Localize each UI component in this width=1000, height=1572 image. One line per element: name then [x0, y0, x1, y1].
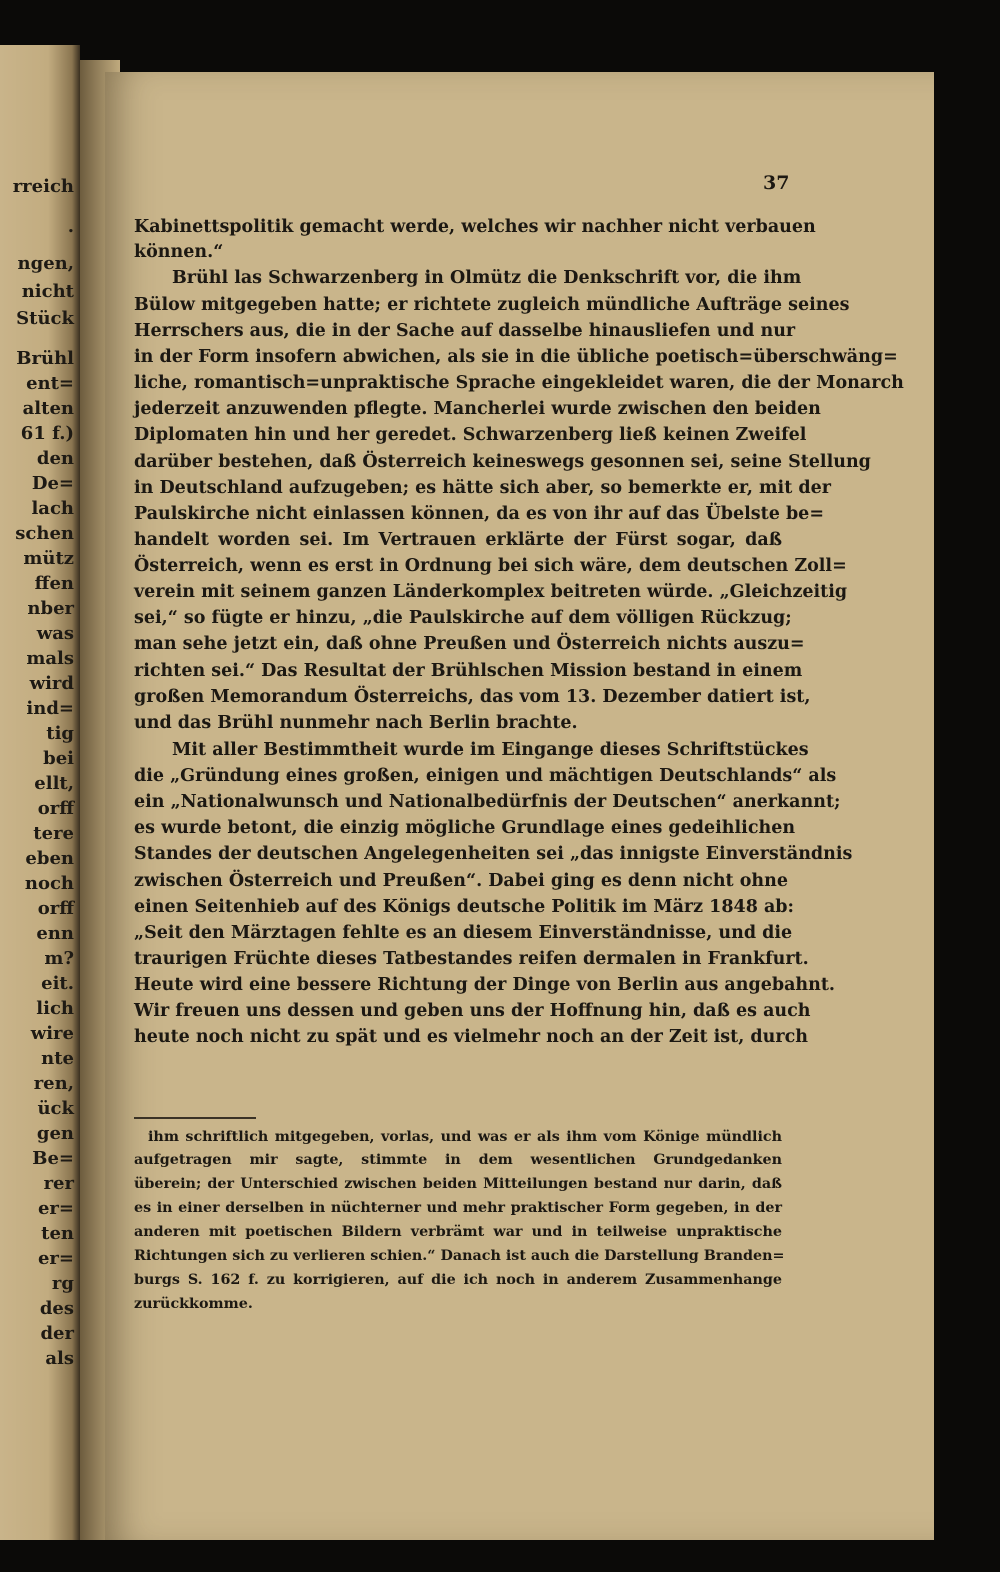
body-line: sei,“ so fügte er hinzu, „die Paulskirche auf dem völligen Rückzug;	[134, 608, 792, 628]
left-page-fragment: wird	[29, 673, 74, 694]
left-page-fragment: gen	[36, 1123, 74, 1144]
body-line: Mit aller Bestimmtheit wurde im Eingange dieses Schriftstückes	[172, 740, 809, 760]
left-page-fragment: was	[36, 623, 74, 644]
footnote-line: überein; der Unterschied zwischen beiden Mitteilungen bestand nur darin, daß	[134, 1176, 782, 1192]
body-line: Bülow mitgegeben hatte; er richtete zugleich mündliche Aufträge seines	[134, 295, 850, 315]
left-page-fragment: Brühl	[16, 348, 74, 369]
body-line: „Seit den Märztagen fehlte es an diesem Einverständnisse, und die	[134, 923, 793, 943]
left-page-fragment: nber	[27, 598, 74, 619]
left-page-fragment: enn	[36, 923, 74, 944]
left-page-fragment: des	[39, 1298, 74, 1319]
body-line: die „Gründung eines großen, einigen und mächtigen Deutschlands“ als	[134, 766, 837, 786]
body-line: Standes der deutschen Angelegenheiten sei „das innigste Einverständnis	[134, 844, 853, 864]
left-page-fragment: noch	[24, 873, 74, 894]
body-line: Wir freuen uns dessen und geben uns der Hoffnung hin, daß es auch	[134, 1001, 811, 1021]
left-page-fragment: ellt,	[34, 773, 74, 794]
body-line: traurigen Früchte dieses Tatbestandes reifen dermalen in Frankfurt.	[134, 949, 809, 969]
left-page-fragment: tere	[33, 823, 74, 844]
left-page-fragment: als	[45, 1348, 74, 1369]
left-page-fragment: ind=	[26, 698, 74, 719]
body-line: darüber bestehen, daß Österreich keineswegs gesonnen sei, seine Stellung	[134, 452, 871, 472]
body-line: es wurde betont, die einzig mögliche Grundlage eines gedeihlichen	[134, 818, 796, 838]
left-page-fragment: der	[40, 1323, 74, 1344]
left-page-fragment: nte	[41, 1048, 74, 1069]
left-page-fragment: den	[36, 448, 74, 469]
left-page-fragment: mals	[26, 648, 74, 669]
body-line: können.“	[134, 242, 224, 262]
left-page-fragment: er=	[37, 1248, 74, 1269]
left-page-fragment: nicht	[21, 281, 74, 302]
body-line: man sehe jetzt ein, daß ohne Preußen und Österreich nichts auszu=	[134, 634, 805, 654]
body-line: und das Brühl nunmehr nach Berlin brachte.	[134, 713, 578, 733]
footnote-rule	[134, 1117, 256, 1119]
left-page-fragment: rg	[51, 1273, 74, 1294]
footnote-line: zurückkomme.	[134, 1296, 253, 1312]
body-line: heute noch nicht zu spät und es vielmehr noch an der Zeit ist, durch	[134, 1027, 808, 1047]
body-line: ein „Nationalwunsch und Nationalbedürfnis der Deutschen“ anerkannt;	[134, 792, 841, 812]
left-page-fragment: mütz	[23, 548, 74, 569]
body-line: Diplomaten hin und her geredet. Schwarzenberg ließ keinen Zweifel	[134, 425, 807, 445]
footnote-line: burgs S. 162 f. zu korrigieren, auf die ich noch in anderem Zusammenhange	[134, 1272, 782, 1288]
left-page-fragment: alten	[22, 398, 74, 419]
body-line: einen Seitenhieb auf des Königs deutsche Politik im März 1848 ab:	[134, 897, 794, 917]
body-line: Brühl las Schwarzenberg in Olmütz die Denkschrift vor, die ihm	[172, 268, 802, 288]
left-page-fragment: rer	[43, 1173, 74, 1194]
body-line: großen Memorandum Österreichs, das vom 13. Dezember datiert ist,	[134, 687, 811, 707]
body-line: handelt worden sei. Im Vertrauen erklärte der Fürst sogar, daß	[134, 530, 782, 550]
body-line: richten sei.“ Das Resultat der Brühlschen Mission bestand in einem	[134, 661, 803, 681]
body-line: Kabinettspolitik gemacht werde, welches wir nachher nicht verbauen	[134, 217, 816, 237]
footnote-line: anderen mit poetischen Bildern verbrämt war und in teilweise unpraktische	[134, 1224, 782, 1240]
body-line: Paulskirche nicht einlassen können, da es von ihr auf das Übelste be=	[134, 504, 824, 524]
footnote-line: ihm schriftlich mitgegeben, vorlas, und was er als ihm vom Könige mündlich	[148, 1129, 782, 1145]
body-line: in Deutschland aufzugeben; es hätte sich aber, so bemerkte er, mit der	[134, 478, 831, 498]
footnote-line: es in einer derselben in nüchterner und mehr praktischer Form gegeben, in der	[134, 1200, 782, 1216]
body-line: Herrschers aus, die in der Sache auf dasselbe hinausliefen und nur	[134, 321, 796, 341]
body-line: liche, romantisch=unpraktische Sprache eingekleidet waren, die der Monarch	[134, 373, 904, 393]
body-line: in der Form insofern abwichen, als sie in die übliche poetisch=überschwäng=	[134, 347, 898, 367]
left-page-fragment: Stück	[16, 308, 74, 329]
footnote-line: aufgetragen mir sagte, stimmte in dem wesentlichen Grundgedanken	[134, 1152, 782, 1168]
left-page-edge	[0, 45, 80, 1540]
left-page-fragment: bei	[43, 748, 74, 769]
body-line: Österreich, wenn es erst in Ordnung bei sich wäre, dem deutschen Zoll=	[134, 556, 847, 576]
left-page-fragment: eit.	[41, 973, 74, 994]
left-page-fragment: Be=	[32, 1148, 74, 1169]
body-line: verein mit seinem ganzen Länderkomplex beitreten würde. „Gleichzeitig	[134, 582, 848, 602]
left-page-fragment: lach	[31, 498, 74, 519]
left-page-fragment: er=	[37, 1198, 74, 1219]
body-line: Heute wird eine bessere Richtung der Dinge von Berlin aus angebahnt.	[134, 975, 836, 995]
left-page-fragment: lich	[36, 998, 74, 1019]
left-page-fragment: tig	[46, 723, 74, 744]
left-page-fragment: orff	[37, 898, 74, 919]
left-page-fragment: eben	[25, 848, 74, 869]
left-page-fragment: orff	[37, 798, 74, 819]
left-page-fragment: ent=	[26, 373, 74, 394]
left-page-fragment: ten	[41, 1223, 74, 1244]
left-page-fragment: rreich	[12, 176, 74, 197]
body-line: jederzeit anzuwenden pflegte. Mancherlei wurde zwischen den beiden	[134, 399, 821, 419]
left-page-fragment: m?	[44, 948, 74, 969]
left-page-fragment: ngen,	[17, 253, 74, 274]
left-page-fragment: De=	[31, 473, 74, 494]
body-line: zwischen Österreich und Preußen“. Dabei ging es denn nicht ohne	[134, 871, 788, 891]
left-page-fragment: schen	[15, 523, 74, 544]
footnote-line: Richtungen sich zu verlieren schien.“ Danach ist auch die Darstellung Branden=	[134, 1248, 785, 1264]
page-number: 37	[763, 172, 790, 194]
left-page-fragment: 61 f.)	[20, 423, 74, 444]
left-page-fragment: ren,	[33, 1073, 74, 1094]
left-page-fragment: ück	[37, 1098, 74, 1119]
left-page-fragment: .	[67, 216, 74, 237]
left-page-fragment: ffen	[34, 573, 74, 594]
left-page-fragment: wire	[30, 1023, 74, 1044]
